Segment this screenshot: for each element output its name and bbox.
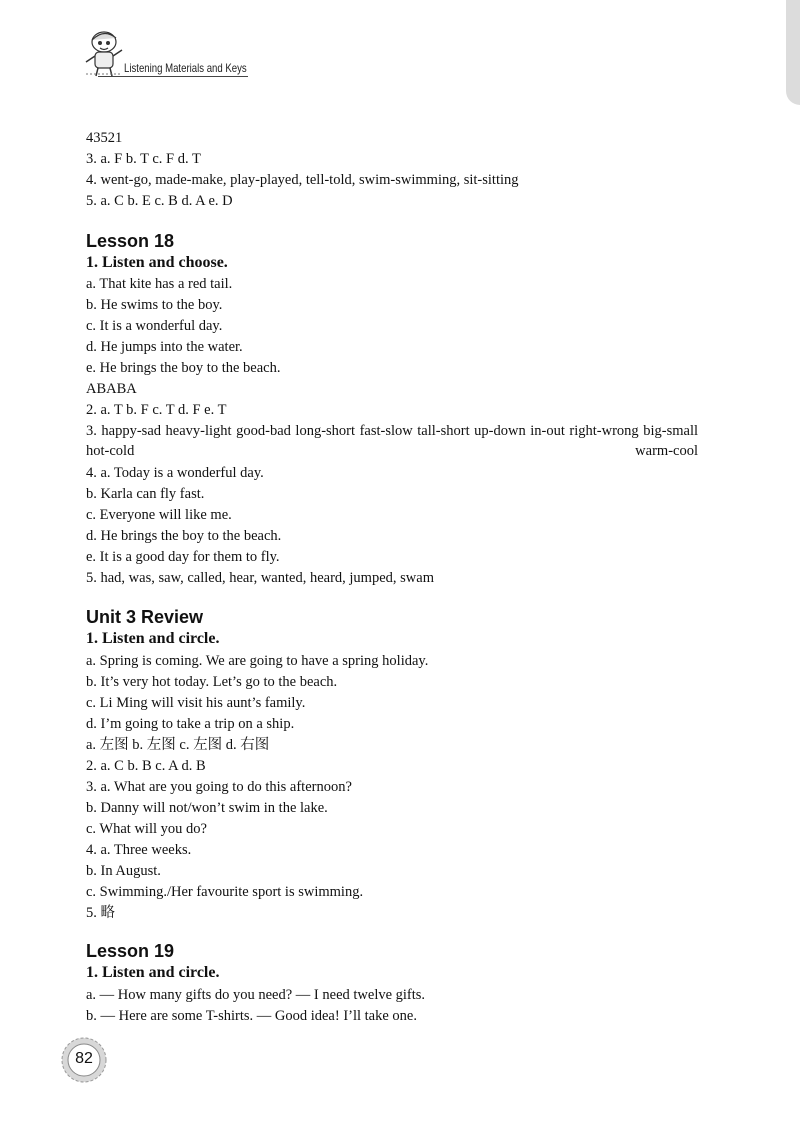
answer-line: ABABA xyxy=(86,381,137,397)
section-heading: Lesson 18 xyxy=(86,231,175,251)
answer-line: c. Everyone will like me. xyxy=(86,507,232,523)
page-edge-tab xyxy=(786,0,800,105)
answer-line: b. Karla can fly fast. xyxy=(86,486,205,502)
answer-line: b. Danny will not/won’t swim in the lake. xyxy=(86,800,328,816)
answer-line: 4. a. Today is a wonderful day. xyxy=(86,465,264,481)
answer-line: d. I’m going to take a trip on a ship. xyxy=(86,716,295,732)
answer-line: a. — How many gifts do you need? — I need twelve gifts. xyxy=(86,987,426,1003)
answer-line: c. What will you do? xyxy=(86,821,207,837)
page-number: 82 xyxy=(75,1050,93,1067)
answer-line: d. He jumps into the water. xyxy=(86,339,243,355)
answer-line: b. — Here are some T-shirts. — Good idea! I’ll take one. xyxy=(86,1008,417,1024)
answer-line: b. He swims to the boy. xyxy=(86,297,223,313)
answer-line: d. He brings the boy to the beach. xyxy=(86,528,282,544)
answer-line: e. He brings the boy to the beach. xyxy=(86,360,281,376)
answer-line-wrapped: 3. happy-sad heavy-light good-bad long-short fast-slow tall-short up-down in-out right-wrong big-small hot-cold warm-cool xyxy=(86,423,698,459)
answer-line: 3. a. F b. T c. F d. T xyxy=(86,151,201,167)
answer-line: c. Li Ming will visit his aunt’s family. xyxy=(86,695,306,711)
page-number-badge xyxy=(60,1036,108,1084)
section-heading: Unit 3 Review xyxy=(86,607,204,627)
answer-line: 2. a. T b. F c. T d. F e. T xyxy=(86,402,227,418)
answer-line: b. In August. xyxy=(86,863,161,879)
answer-line: e. It is a good day for them to fly. xyxy=(86,549,280,565)
header-title: Listening Materials and Keys xyxy=(124,61,247,75)
section-subheading: 1. Listen and choose. xyxy=(86,254,228,271)
header-rule xyxy=(98,76,248,77)
answer-line: a. Spring is coming. We are going to have a spring holiday. xyxy=(86,653,429,669)
section-subheading: 1. Listen and circle. xyxy=(86,964,220,981)
answer-line: 5. had, was, saw, called, hear, wanted, heard, jumped, swam xyxy=(86,570,434,586)
answer-line: 2. a. C b. B c. A d. B xyxy=(86,758,206,774)
answer-line: 5. 略 xyxy=(86,905,115,921)
answer-line: 5. a. C b. E c. B d. A e. D xyxy=(86,193,233,209)
mascot-icon xyxy=(82,28,126,78)
page-header xyxy=(82,28,262,80)
answer-line: c. Swimming./Her favourite sport is swimming. xyxy=(86,884,364,900)
answer-line: c. It is a wonderful day. xyxy=(86,318,223,334)
answer-line: 4. a. Three weeks. xyxy=(86,842,192,858)
section-subheading: 1. Listen and circle. xyxy=(86,630,220,647)
answer-line: 3. a. What are you going to do this afternoon? xyxy=(86,779,352,795)
answer-line: b. It’s very hot today. Let’s go to the beach. xyxy=(86,674,338,690)
answer-line: 43521 xyxy=(86,130,123,146)
answer-line: a. That kite has a red tail. xyxy=(86,276,233,292)
answer-line: a. 左图 b. 左图 c. 左图 d. 右图 xyxy=(86,737,270,753)
answer-line: 4. went-go, made-make, play-played, tell-told, swim-swimming, sit-sitting xyxy=(86,172,519,188)
section-heading: Lesson 19 xyxy=(86,941,175,961)
